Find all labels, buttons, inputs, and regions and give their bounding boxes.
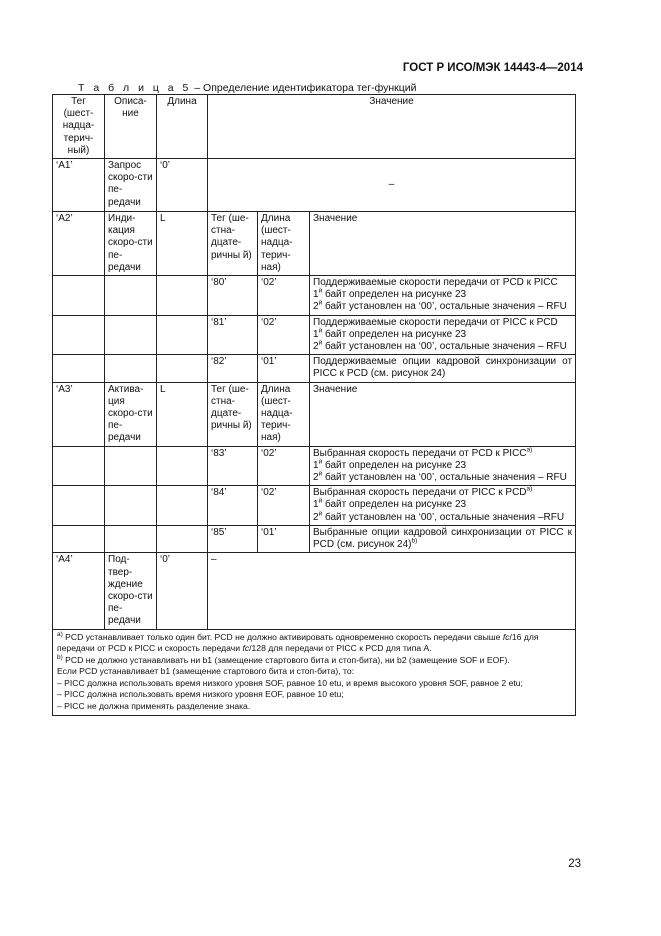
value-cell: – [208,159,576,212]
col-header-value: Значение [208,95,576,159]
length-cell: L [157,382,208,446]
sub-tag: ‘85’ [208,525,258,552]
note-b: $^{b)}$ PCD не должно устанавливать ни b1 (замещение стартового бита и стоп-бита), ни b2 (замещение SOF и EOF). [57,653,510,665]
table-row-81 [53,315,576,355]
sub-header-tag: Тег (ше-стна-дцате-ричны й) [208,382,258,446]
note-item-2: – PICC должна использовать время низкого уровня EOF, равное 10 etu; [57,689,344,700]
sub-value: Выбранная скорость передачи от PICC к $PCD^{а)}$ $1^й$ байт определен на рисунке 23 $2^й$ байт установлен на ‘00’, остальные значения –RFU [310,486,576,526]
col-header-length: Длина [157,95,208,159]
note-item-3: – PICC не должна применять разделение знака. [57,701,251,712]
sub-header-value: Значение [310,212,576,276]
page-number: 23 [568,858,581,870]
standard-title: ГОСТ Р ИСО/МЭК 14443-4—2014 [402,62,583,74]
note-b-line2: Если PCD устанавливает b1 (замещение стартового бита и стоп-бита), то: [57,666,355,677]
value-cell: – [208,553,576,629]
sub-length: ‘01’ [258,355,310,382]
table-row-a4 [53,553,576,629]
sub-value: Выбранные опции кадровой синхронизации от PICC к PCD (см. рисунок 24)$^{b)}$ [310,525,576,552]
sub-value: Поддерживаемые скорости передачи от PICC к PCD $1^й$ байт определен на рисунке 23 $2^й$ байт установлен на ‘00’, остальные значения – RFU [310,315,576,355]
table-row-a1 [53,159,576,212]
table-row-83 [53,446,576,486]
sub-header-length: Длина (шест-надца-терич-ная) [258,212,310,276]
caption-text: – Определение идентификатора тег-функций [191,82,417,94]
caption-label: Т а б л и ц а 5 [78,82,192,94]
sub-tag: ‘83’ [208,446,258,486]
length-cell: ‘0’ [157,553,208,629]
tag-cell: ‘A1’ [53,159,105,212]
sub-header-value: Значение [310,382,576,446]
table-notes [53,629,576,715]
sub-length: ‘02’ [258,446,310,486]
desc-cell: Запрос скоро-сти пе-редачи [105,159,157,212]
col-header-tag: Тег (шест-надца-терич-ный) [53,95,105,159]
table-row-85 [53,525,576,552]
sub-value: Выбранная скорость передачи от PCD к $PICC^{а)}$ $1^й$ байт определен на рисунке 23 $2^й$ байт установлен на ‘00’, остальные значения – RFU [310,446,576,486]
table-row-a2 [53,212,576,276]
table-row-82 [53,355,576,382]
sub-tag: ‘80’ [208,276,258,316]
length-cell: L [157,212,208,276]
tag-cell: ‘A4’ [53,553,105,629]
sub-header-tag: Тег (ше-стна-дцате-ричны й) [208,212,258,276]
desc-cell: Под-твер-ждение скоро-сти пе-редачи [105,553,157,629]
col-header-desc: Описа-ние [105,95,157,159]
tag-cell: ‘A3’ [53,382,105,446]
tag-function-table [52,94,576,716]
desc-cell: Актива-ция скоро-сти пе-редачи [105,382,157,446]
sub-tag: ‘84’ [208,486,258,526]
sub-value: Поддерживаемые скорости передачи от PCD к PICC $1^й$ байт определен на рисунке 23 $2^й$ байт установлен на ‘00’, остальные значения – RFU [310,276,576,316]
sub-length: ‘02’ [258,276,310,316]
header-row [53,95,576,159]
table-caption [78,82,417,94]
sub-length: ‘01’ [258,525,310,552]
table-row-a3 [53,382,576,446]
length-cell: ‘0’ [157,159,208,212]
table-row-84 [53,486,576,526]
note-a: $^{а)}$ PCD устанавливает только один бит. PCD не должно активировать одновременно скорость передачи свыше fc/16 для передачи от PCD к PICC и скорость передачи fc/128 для передачи от PICC к PCD для типа А. [57,630,539,654]
sub-tag: ‘81’ [208,315,258,355]
sub-value: Поддерживаемые опции кадровой синхронизации от PICC к PCD (см. рисунок 24) [310,355,576,382]
note-item-1: – PICC должна использовать время низкого уровня SOF, равное 10 etu, и время высокого уровня SOF, равное 2 etu; [57,677,523,688]
sub-tag: ‘82’ [208,355,258,382]
sub-length: ‘02’ [258,486,310,526]
tag-cell: ‘A2’ [53,212,105,276]
table-row-80 [53,276,576,316]
desc-cell: Инди-кация скоро-сти пе-редачи [105,212,157,276]
sub-header-length: Длина (шест-надца-терич-ная) [258,382,310,446]
sub-length: ‘02’ [258,315,310,355]
notes-row [53,629,576,715]
